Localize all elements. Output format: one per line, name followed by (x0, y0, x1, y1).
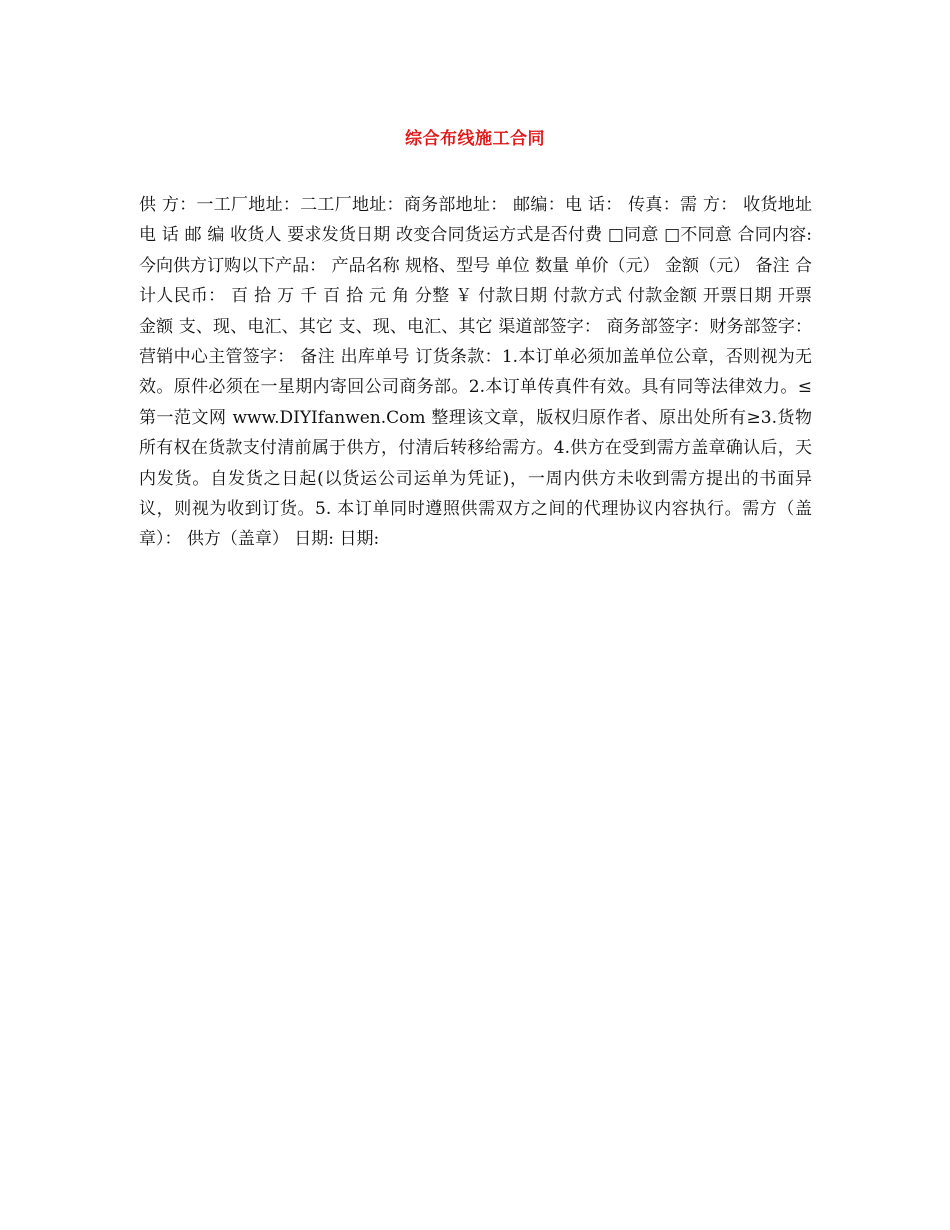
contract-body-text: 供 方：一工厂地址：二工厂地址：商务部地址： 邮编：电 话： 传真：需 方： 收货地址 电 话 邮 编 收货人 要求发货日期 改变合同货运方式是否付费 □同意 □不同意 合同内容:今向供方订购以下产品： 产品名称 规格、型号 单位 数量 单价（元） 金额（元） 备注 合计人民币： 百 拾 万 千 百 拾 元 角 分整 ￥ 付款日期 付款方式 付款金额 开票日期 开票金额 支、现、电汇、其它 支、现、电汇、其它 渠道部签字： 商务部签字：财务部签字： 营销中心主管签字： 备注 出库单号 订货条款：1.本订单必须加盖单位公章，否则视为无效。原件必须在一星期内寄回公司商务部。2.本订单传真件有效。具有同等法律效力。≤第一范文网 www.DIYIfanwen.Com 整理该文章，版权归原作者、原出处所有≥3.货物所有权在货款支付清前属于供方，付清后转移给需方。4.供方在受到需方盖章确认后，天内发货。自发货之日起(以货运公司运单为凭证)，一周内供方未收到需方提出的书面异议，则视为收到订货。5. 本订单同时遵照供需双方之间的代理协议内容执行。需方（盖章）： 供方（盖章） 日期: 日期: (139, 195, 812, 550)
document-title: 综合布线施工合同 (405, 129, 545, 149)
